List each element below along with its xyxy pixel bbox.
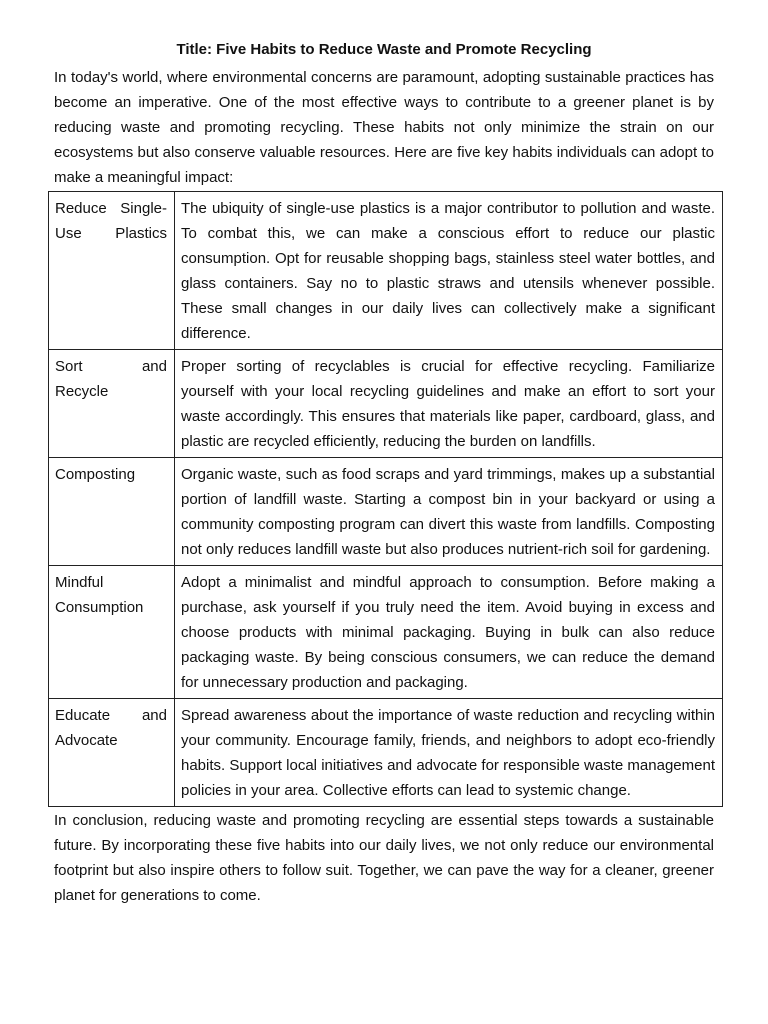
habit-description-cell: Spread awareness about the importance of waste reduction and recycling within your community. Encourage family, friends, and neighbors to adopt eco-friendly habits. Support local initiatives and advocate for responsible waste management policies in your area. Collective efforts can lead to systemic change. xyxy=(175,699,723,807)
table-row xyxy=(49,566,723,699)
table-row xyxy=(49,192,723,350)
habit-name-cell xyxy=(49,192,175,350)
habit-name-line: Mindful xyxy=(55,574,104,591)
table-row xyxy=(49,350,723,458)
conclusion-paragraph: In conclusion, reducing waste and promoting recycling are essential steps towards a sustainable future. By incorporating these five habits into our daily lives, we not only reduce our environmental footprint but also inspire others to follow suit. Together, we can pave the way for a cleaner, greener planet for generations to come. xyxy=(54,812,714,904)
document-title: Title: Five Habits to Reduce Waste and Promote Recycling xyxy=(176,41,592,58)
habit-name-cell xyxy=(49,350,175,458)
habit-name-cell xyxy=(49,458,175,566)
habit-name-line: Recycle xyxy=(55,383,109,400)
habit-description-cell: The ubiquity of single-use plastics is a major contributor to pollution and waste. To combat this, we can make a conscious effort to reduce our plastic consumption. Opt for reusable shopping bags, stainless steel water bottles, and glass containers. Say no to plastic straws and utensils whenever possible. These small changes in our daily lives can collectively make a significant difference. xyxy=(175,192,723,350)
habit-name-cell xyxy=(49,566,175,699)
habit-name-line: Reduce Single- xyxy=(55,200,167,217)
table-row xyxy=(49,699,723,807)
table-row xyxy=(49,458,723,566)
habit-description-cell: Organic waste, such as food scraps and yard trimmings, makes up a substantial portion of landfill waste. Starting a compost bin in your backyard or using a community composting program can divert this waste from landfills. Composting not only reduces landfill waste but also produces nutrient-rich soil for gardening. xyxy=(175,458,723,566)
habit-name-line: Use Plastics xyxy=(55,225,167,242)
habit-description-cell: Proper sorting of recyclables is crucial for effective recycling. Familiarize yourself with your local recycling guidelines and make an effort to sort your waste accordingly. This ensures that materials like paper, cardboard, glass, and plastic are recycled efficiently, reducing the burden on landfills. xyxy=(175,350,723,458)
habit-name-line: Sort and xyxy=(55,358,167,375)
habit-name-line: Educate and xyxy=(55,707,167,724)
habit-description-cell: Adopt a minimalist and mindful approach to consumption. Before making a purchase, ask yourself if you truly need the item. Avoid buying in excess and choose products with minimal packaging. Buying in bulk can also reduce packaging waste. By being conscious consumers, we can reduce the demand for unnecessary production and packaging. xyxy=(175,566,723,699)
habit-name-line: Advocate xyxy=(55,732,118,749)
habits-table xyxy=(48,191,723,807)
habit-name-line: Consumption xyxy=(55,599,144,616)
intro-paragraph: In today's world, where environmental concerns are paramount, adopting sustainable practices has become an imperative. One of the most effective ways to contribute to a greener planet is by reducing waste and promoting recycling. These habits not only minimize the strain on our ecosystems but also conserve valuable resources. Here are five key habits individuals can adopt to make a meaningful impact: xyxy=(54,69,714,186)
habit-name-cell xyxy=(49,699,175,807)
habit-name-line: Composting xyxy=(55,466,136,483)
